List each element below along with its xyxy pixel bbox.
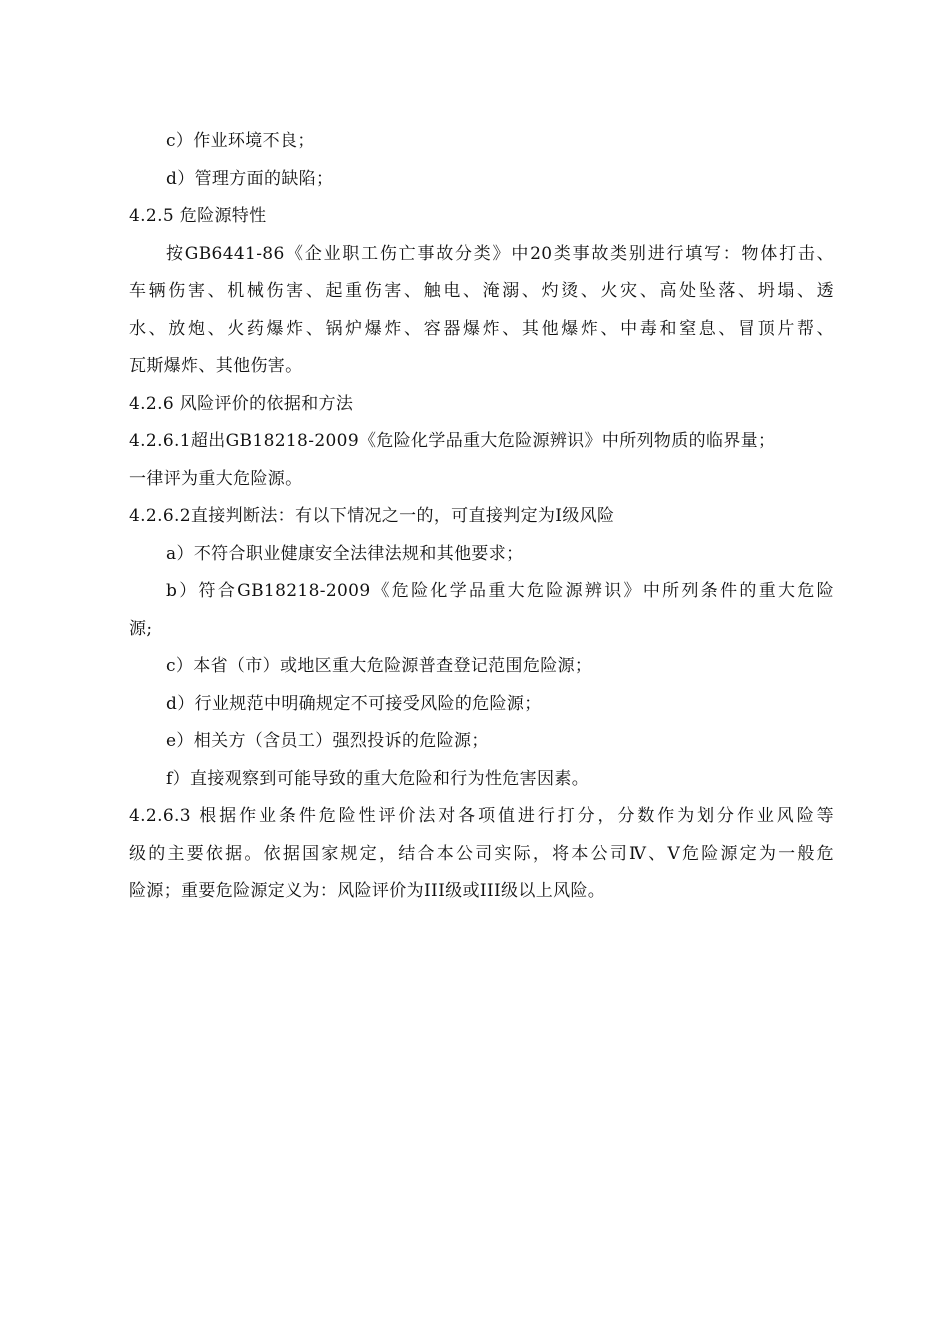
list-item-e: e）相关方（含员工）强烈投诉的危险源； (166, 731, 489, 751)
paragraph-line: 瓦斯爆炸、其他伤害。 (129, 356, 303, 376)
list-item-c: c）作业环境不良； (166, 131, 315, 151)
list-item-d2: d）行业规范中明确规定不可接受风险的危险源； (166, 693, 542, 714)
clause-4-2-6-2: 4.2.6.2直接判断法：有以下情况之一的，可直接判定为Ⅰ级风险 (129, 506, 615, 526)
document-body (129, 123, 834, 911)
clause-4-2-6-3-cont: 级的主要依据。依据国家规定，结合本公司实际，将本公司Ⅳ、Ⅴ危险源定为一般危 (129, 843, 834, 864)
section-heading-4-2-6: 4.2.6 风险评价的依据和方法 (129, 393, 354, 414)
list-item-c2: c）本省（市）或地区重大危险源普查登记范围危险源； (166, 656, 593, 676)
clause-4-2-6-1-cont: 一律评为重大危险源。 (129, 468, 303, 489)
list-item-f: f）直接观察到可能导致的重大危险和行为性危害因素。 (166, 768, 590, 789)
clause-4-2-6-3-end: 险源；重要危险源定义为：风险评价为III级或III级以上风险。 (129, 881, 606, 901)
list-item-b-cont: 源; (129, 618, 153, 639)
clause-4-2-6-1: 4.2.6.1超出GB18218-2009《危险化学品重大危险源辨识》中所列物质的临界量； (129, 431, 776, 451)
clause-4-2-6-3: 4.2.6.3 根据作业条件危险性评价法对各项值进行打分，分数作为划分作业风险等 (129, 806, 834, 826)
paragraph-line: 水、放炮、火药爆炸、锅炉爆炸、容器爆炸、其他爆炸、中毒和窒息、冒顶片帮、 (129, 318, 834, 339)
list-item-a: a）不符合职业健康安全法律法规和其他要求； (166, 543, 524, 564)
list-item-b: b）符合GB18218-2009《危险化学品重大危险源辨识》中所列条件的重大危险 (166, 581, 834, 601)
paragraph-line: 按GB6441-86《企业职工伤亡事故分类》中20类事故类别进行填写：物体打击、 (166, 243, 834, 264)
paragraph-line: 车辆伤害、机械伤害、起重伤害、触电、淹溺、灼烫、火灾、高处坠落、坍塌、透 (129, 281, 834, 301)
section-heading-4-2-5: 4.2.5 危险源特性 (129, 206, 267, 226)
list-item-d: d）管理方面的缺陷； (166, 168, 334, 189)
